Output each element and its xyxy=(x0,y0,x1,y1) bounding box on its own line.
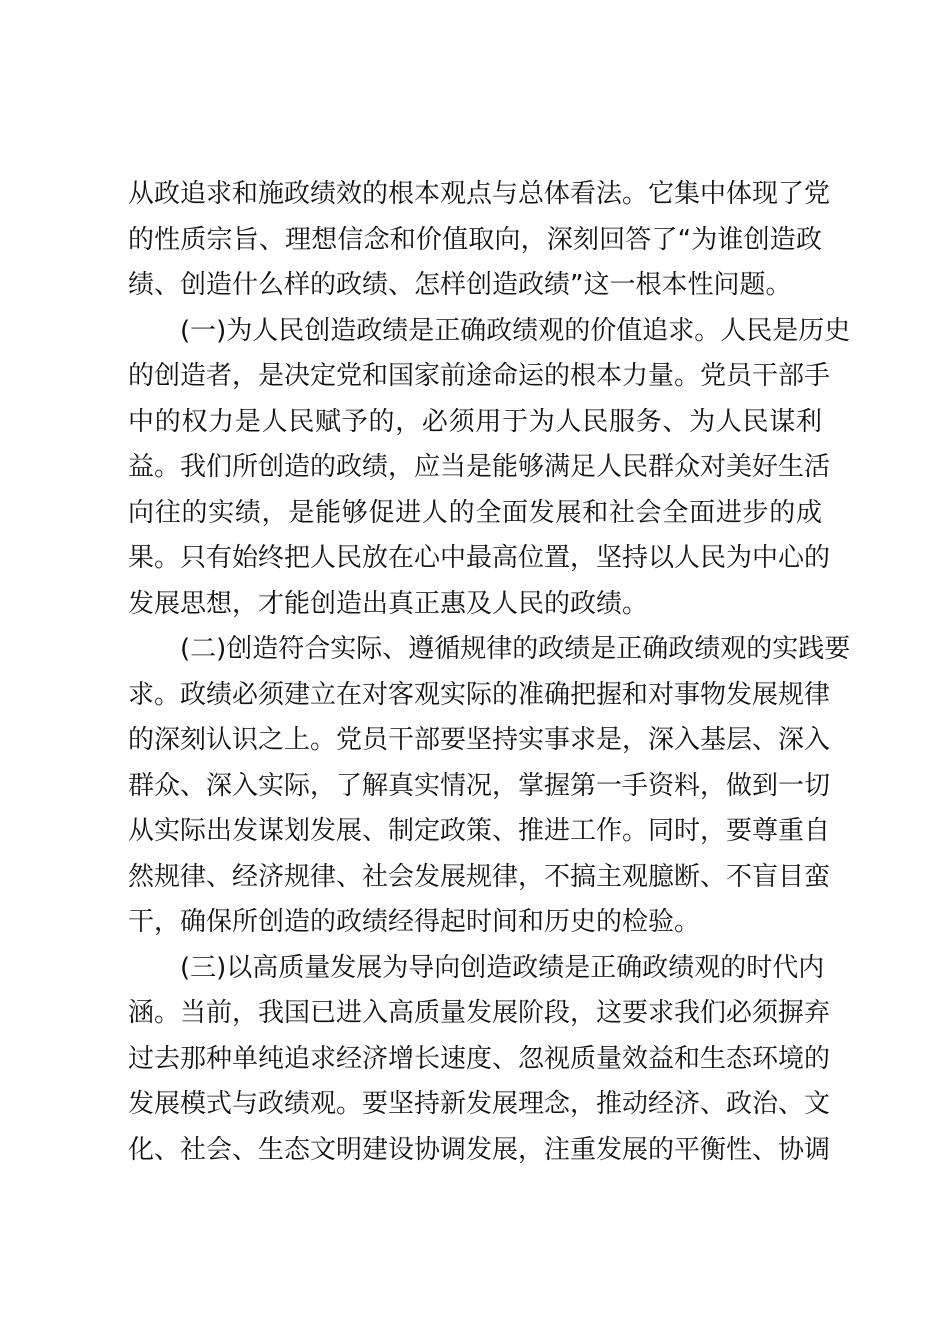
text-line: 向往的实绩，是能够促进人的全面发展和社会全面进步的成 xyxy=(128,497,822,528)
paragraph-intro-continuation xyxy=(128,172,831,309)
text-line: 中的权力是人民赋予的，必须用于为人民服务、为人民谋利 xyxy=(128,406,822,437)
text-line: 发展思想，才能创造出真正惠及人民的政绩。 xyxy=(128,588,649,619)
text-line: (一)为人民创造政绩是正确政绩观的价值追求。人民是历史 xyxy=(180,315,851,346)
text-line: 涵。当前，我国已进入高质量发展阶段，这要求我们必须摒弃 xyxy=(128,998,831,1028)
paragraph-section-2 xyxy=(128,627,851,946)
text-line: 的性质宗旨、理想信念和价值取向，深刻回答了“为谁创造政 xyxy=(128,224,822,255)
text-line: 过去那种单纯追求经济增长速度、忽视质量效益和生态环境的 xyxy=(128,1043,831,1074)
text-line: (三)以高质量发展为导向创造政绩是正确政绩观的时代内 xyxy=(180,952,825,983)
text-line: 的深刻认识之上。党员干部要坚持实事求是，深入基层、深入 xyxy=(128,725,831,755)
text-line: 求。政绩必须建立在对客观实际的准确把握和对事物发展规律 xyxy=(128,679,831,710)
text-line: 干，确保所创造的政绩经得起时间和历史的检验。 xyxy=(128,907,701,937)
text-line: 群众、深入实际，了解真实情况，掌握第一手资料，做到一切 xyxy=(128,770,831,801)
text-line: 绩、创造什么样的政绩、怎样创造政绩”这一根本性问题。 xyxy=(128,270,792,300)
text-line: 果。只有始终把人民放在心中最高位置，坚持以人民为中心的 xyxy=(128,543,831,573)
text-line: 从政追求和施政绩效的根本观点与总体看法。它集中体现了党 xyxy=(128,179,831,209)
text-line: 然规律、经济规律、社会发展规律，不搞主观臆断、不盲目蛮 xyxy=(128,861,831,892)
text-line: 化、社会、生态文明建设协调发展，注重发展的平衡性、协调 xyxy=(128,1134,831,1165)
paragraph-section-3 xyxy=(128,946,831,1174)
text-line: 发展模式与政绩观。要坚持新发展理念，推动经济、政治、文 xyxy=(128,1089,831,1119)
document-body xyxy=(128,172,851,1173)
text-line: 益。我们所创造的政绩，应当是能够满足人民群众对美好生活 xyxy=(128,452,831,482)
text-line: 的创造者，是决定党和国家前途命运的根本力量。党员干部手 xyxy=(128,361,831,391)
paragraph-section-1 xyxy=(128,309,851,628)
text-line: 从实际出发谋划发展、制定政策、推进工作。同时，要尊重自 xyxy=(128,816,831,846)
text-line: (二)创造符合实际、遵循规律的政绩是正确政绩观的实践要 xyxy=(180,634,851,664)
